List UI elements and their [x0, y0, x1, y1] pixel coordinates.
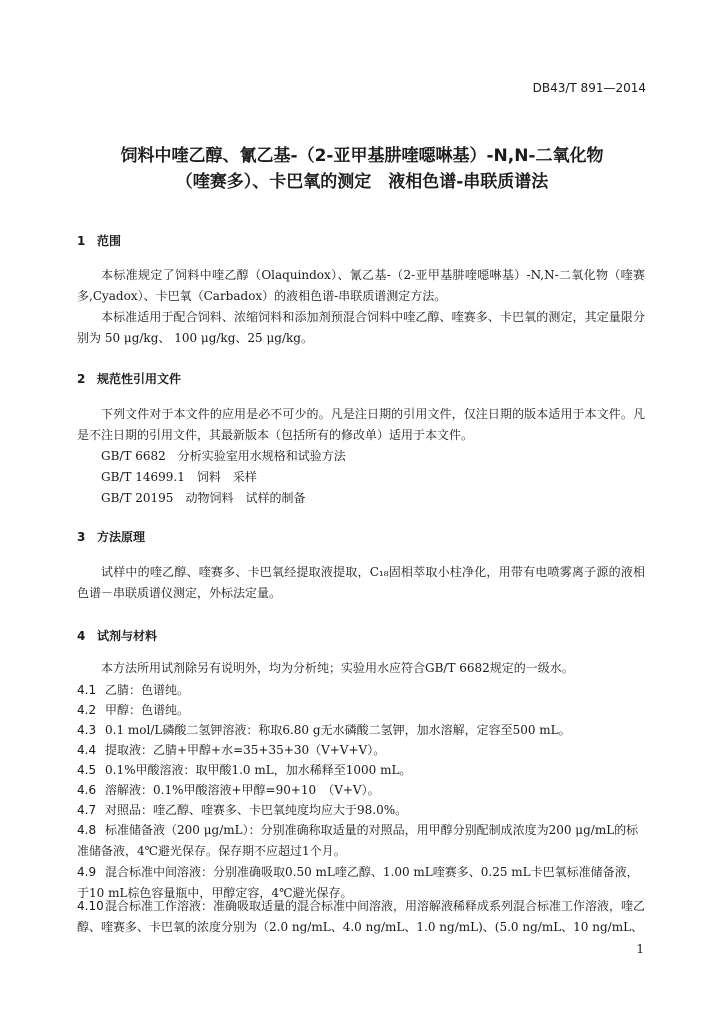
paragraph: 本标准适用于配合饲料、浓缩饲料和添加剂预混合饲料中喹乙醇、喹赛多、卡巴氧的测定，其定量限分别为 50 μg/kg、 100 μg/kg、25 μg/kg。	[77, 310, 645, 345]
list-item: 4.9 混合标准中间溶液：分别准确吸取0.50 mL喹乙醇、1.00 mL喹赛多、0.25 mL卡巴氧标准储备液，于10 mL棕色容量瓶中，甲醇定容，4℃避光保存。	[77, 865, 639, 900]
paragraph: 试样中的喹乙醇、喹赛多、卡巴氧经提取液提取，C₁₈固相萃取小柱净化，用带有电喷雾离子源的液相色谱－串联质谱仪测定，外标法定量。	[77, 565, 645, 600]
section-heading-3: 3 方法原理	[77, 530, 146, 544]
paragraph: 本标准规定了饲料中喹乙醇（Olaquindox）、氰乙基-（2-亚甲基肼喹噁啉基）-N,N-二氧化物（喹赛多,Cyadox）、卡巴氧（Carbadox）的液相色谱-串联质谱测定方法。	[77, 268, 645, 303]
section-heading-2: 2 规范性引用文件	[77, 372, 182, 386]
title-line-2: （喹赛多）、卡巴氧的测定 液相色谱-串联质谱法	[175, 172, 549, 192]
list-item: 4.7 对照品：喹乙醇、喹赛多、卡巴氧纯度均应大于98.0%。	[77, 803, 408, 817]
document-title	[60, 143, 664, 195]
list-item: 4.2 甲醇：色谱纯。	[77, 703, 190, 717]
reference-item: GB/T 6682 分析实验室用水规格和试验方法	[101, 449, 346, 463]
section-heading-1: 1 范围	[77, 234, 122, 248]
list-item: 4.4 提取液：乙腈+甲醇+水=35+35+30（V+V+V）。	[77, 743, 386, 757]
paragraph: 下列文件对于本文件的应用是必不可少的。凡是注日期的引用文件，仅注日期的版本适用于本文件。凡是不注日期的引用文件，其最新版本（包括所有的修改单）适用于本文件。	[77, 407, 645, 442]
reference-item: GB/T 14699.1 饲料 采样	[101, 470, 257, 484]
paragraph: 本方法所用试剂除另有说明外，均为分析纯；实验用水应符合GB/T 6682规定的一级水。	[101, 661, 574, 675]
list-item: 4.3 0.1 mol/L磷酸二氢钾溶液：称取6.80 g无水磷酸二氢钾，加水溶解，定容至500 mL。	[77, 723, 571, 737]
section-heading-4: 4 试剂与材料	[77, 629, 158, 643]
title-line-1: 饲料中喹乙醇、氰乙基-（2-亚甲基肼喹噁啉基）-N,N-二氧化物	[120, 146, 604, 166]
list-item: 4.8 标准储备液（200 μg/mL）：分别准确称取适量的对照品，用甲醇分别配制成浓度为200 μg/mL的标准储备液，4℃避光保存。保存期不应超过1个月。	[77, 823, 639, 858]
page-number: 1	[636, 942, 644, 956]
reference-item: GB/T 20195 动物饲料 试样的制备	[101, 491, 306, 505]
list-item: 4.10混合标准工作溶液：准确吸取适量的混合标准中间溶液，用溶解液稀释成系列混合标准工作溶液，喹乙醇、喹赛多、卡巴氧的浓度分别为（2.0 ng/mL、4.0 ng/mL、1.0 ng/mL)、(5.0 ng/mL、10 ng/mL、	[77, 899, 646, 934]
list-item: 4.5 0.1%甲酸溶液：取甲酸1.0 mL，加水稀释至1000 mL。	[77, 763, 412, 777]
list-item: 4.1 乙腈：色谱纯。	[77, 683, 190, 697]
list-item: 4.6 溶解液：0.1%甲酸溶液+甲醇=90+10 （V+V）。	[77, 783, 380, 797]
standard-number: DB43/T 891—2014	[532, 81, 646, 95]
